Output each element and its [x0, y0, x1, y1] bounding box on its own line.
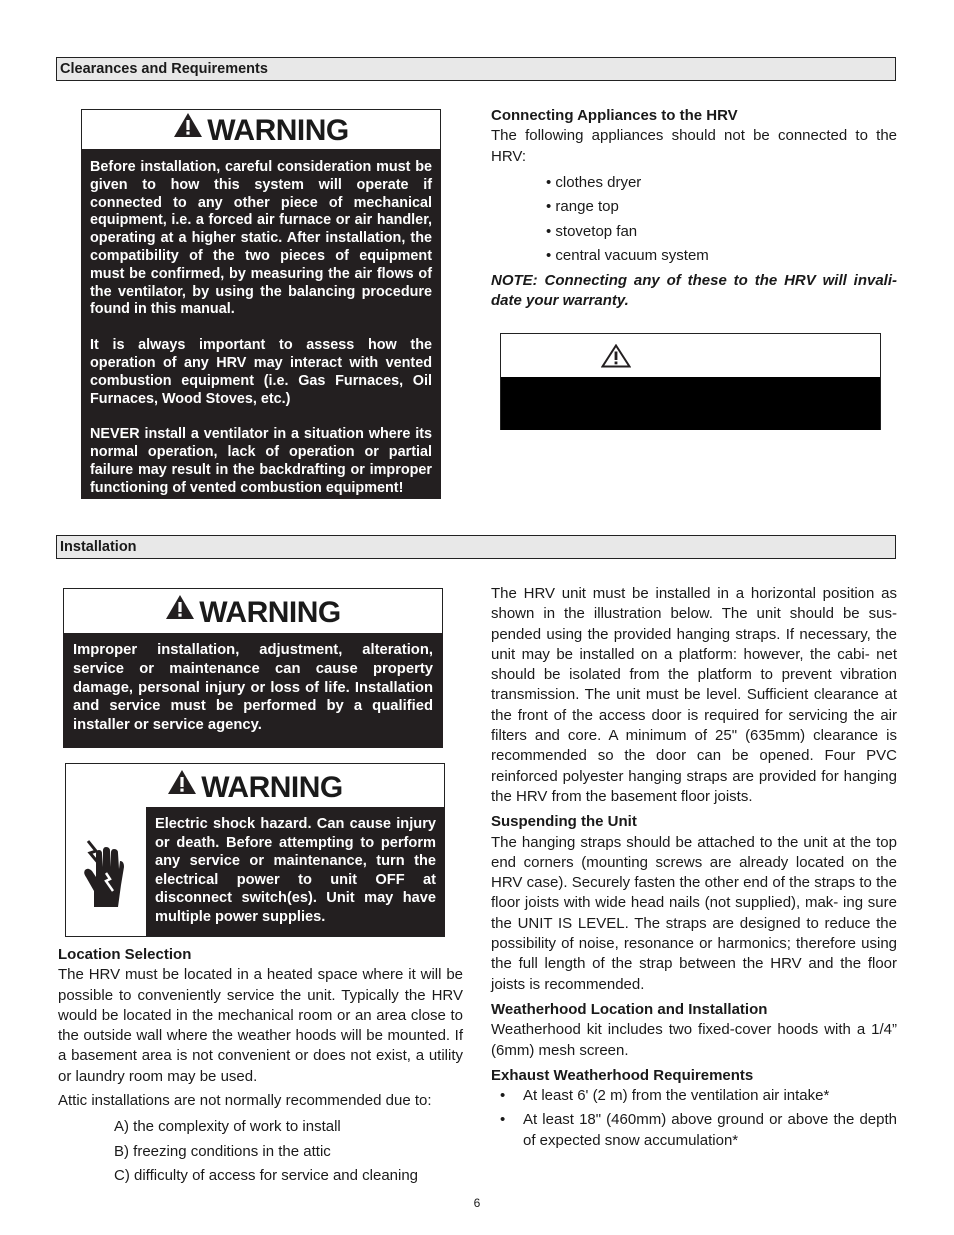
weatherhood-heading: Weatherhood Location and Installation	[491, 1000, 768, 1018]
warning-box-combustion	[81, 109, 441, 510]
weatherhood-paragraph: Weatherhood kit includes two fixed-cover hoods with a 1/4” (6mm) mesh screen.	[491, 1021, 897, 1059]
warning-triangle-icon	[165, 587, 195, 635]
warranty-note: NOTE: Connecting any of these to the HRV will invali- date your warranty.	[491, 271, 897, 310]
page-number: 6	[473, 1196, 481, 1210]
exhaust-heading: Exhaust Weatherhood Requirements	[491, 1066, 754, 1084]
list-item	[491, 1110, 897, 1151]
warning-title: WARNING	[207, 114, 349, 147]
warning-box-electric-shock	[65, 763, 445, 937]
warning-header	[66, 764, 444, 807]
connecting-appliances-section	[491, 106, 897, 311]
warning-paragraph: NEVER install a ventilator in a situation where its normal operation, lack of operation or partial failure may result in the backdrafting or improper functioning of vented combustion equipment!	[90, 426, 432, 496]
list-item: C) difficulty of access for service and cleaning	[114, 1167, 419, 1185]
warning-paragraph: Before installation, careful consideration must be given to how this system will operate if connected to any other piece of mechanical equipment, i.e. a forced air furnace or air handler, operating at a higher static. After installation, the compatibility of the two pieces of equipment must be confirmed, by measuring the air flows of the ventilator, by using the balancing procedure found in this manual.	[90, 159, 432, 318]
list-item: A) the complexity of work to install	[114, 1118, 341, 1136]
list-item-text: At least 6' (2 m) from the ventilation air intake*	[523, 1087, 830, 1105]
warning-box-installation	[63, 588, 443, 747]
list-item	[491, 1086, 897, 1106]
warning-body	[81, 149, 441, 499]
list-item: • stovetop fan	[546, 222, 638, 240]
section-header-clearances: Clearances and Requirements	[56, 57, 896, 81]
bullet-icon: •	[500, 1111, 506, 1129]
warning-body	[146, 807, 445, 936]
warning-title: WARNING	[201, 771, 343, 804]
warning-header	[81, 109, 441, 149]
connecting-heading: Connecting Appliances to the HRV	[491, 107, 738, 124]
warning-triangle-icon	[167, 762, 197, 810]
location-heading: Location Selection	[58, 946, 192, 963]
exhaust-list	[491, 1086, 897, 1151]
list-item: • range top	[546, 198, 619, 216]
warning-body	[63, 633, 443, 748]
bullet-icon: •	[500, 1087, 506, 1105]
list-item: B) freezing conditions in the attic	[114, 1142, 331, 1160]
suspending-paragraph: The hanging straps should be attached to the unit at the top end corners (mounting screws are already located on the HRV case). Securely fasten the other end of the straps to the floor joists with wide head nails (not supplied), mak- ing sure the UNIT IS LEVEL. The straps are designed to reduce the possibility of noise, resonance or harmonics; therefore using the full length of the strap between the HRV and the floor joists is recommended.	[491, 833, 897, 993]
section-header-installation: Installation	[56, 535, 896, 559]
caution-triangle-icon	[601, 344, 631, 373]
installation-paragraph: The HRV unit must be installed in a horizontal position as shown in the illustration below. The unit should be sus- pended using the provided hanging straps. If necessary, the unit may be installed on a platform: however, the cabi- net should be isolated from the platform to prevent vibration transmission. The unit must be level. Sufficient clearance at the front of the access door is required for servicing the air filters and core. A minimum of 25" (635mm) clearance is recommended so the door can be opened. Four PVC reinforced polyester hanging straps are provided for hanging the HRV from the basement floor joists.	[491, 585, 897, 805]
installation-text-section	[491, 584, 897, 1151]
warning-triangle-icon	[173, 108, 203, 150]
list-item-text: At least 18" (460mm) above ground or above the depth of expected snow accumulation*	[523, 1111, 897, 1149]
warning-title: WARNING	[199, 596, 341, 629]
caution-box	[500, 333, 881, 430]
warning-paragraph: It is always important to assess how the operation of any HRV may interact with vented combustion equipment (i.e. Gas Furnaces, Oil Furnaces, Wood Stoves, etc.)	[90, 337, 432, 407]
list-item: • clothes dryer	[546, 173, 642, 191]
suspending-heading: Suspending the Unit	[491, 813, 637, 831]
warning-header	[63, 588, 443, 633]
location-selection-section	[58, 945, 463, 1189]
attic-reasons-list	[114, 1115, 463, 1189]
location-paragraph: The HRV must be located in a heated space where it will be possible to conveniently service the unit. Typically the HRV would be located in the mechanical room or an area close to the outside wall where the weather hoods will be mounted. If a basement area is not convenient or does not exist, a utility or laundry room may be used.	[58, 966, 463, 1085]
appliance-list	[546, 171, 897, 269]
warning-paragraph: Improper installation, adjustment, alteration, service or maintenance can cause property damage, personal injury or loss of life. Installation and service must be performed by a qualified installer or service agency.	[73, 642, 433, 734]
list-item: • central vacuum system	[546, 247, 709, 265]
electric-shock-icon	[66, 807, 146, 936]
caution-body	[501, 377, 880, 430]
caution-header	[501, 334, 880, 377]
attic-paragraph: Attic installations are not normally recommended due to:	[58, 1092, 432, 1110]
warning-paragraph: Electric shock hazard. Can cause injury or death. Before attempting to perform any service or maintenance, turn the electrical power to unit OFF at disconnect switch(es). Unit may have multiple power supplies.	[155, 816, 436, 925]
connecting-intro: The following appliances should not be connected to the HRV:	[491, 127, 897, 165]
